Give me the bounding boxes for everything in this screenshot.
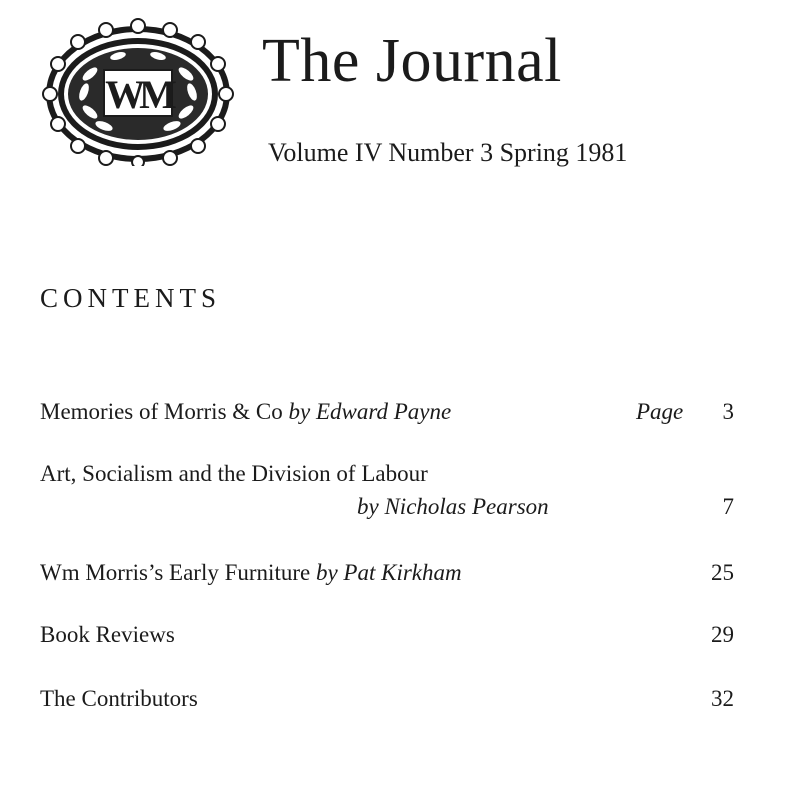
entry-byline: by Nicholas Pearson [357, 494, 549, 519]
contents-entry [40, 685, 198, 713]
contents-entry [40, 621, 175, 649]
entry-page-number: 3 [722, 399, 734, 424]
entry-title: The Contributors [40, 686, 198, 711]
issue-info: Volume IV Number 3 Spring 1981 [268, 138, 628, 167]
entry-byline: by Pat Kirkham [315, 560, 462, 585]
contents-entry [40, 460, 428, 488]
entry-page-number: 25 [711, 560, 734, 585]
journal-title: The Journal [262, 27, 562, 95]
entry-title: Memories of Morris & Co [40, 399, 283, 424]
contents-entry [40, 559, 462, 587]
entry-page-number: 32 [711, 686, 734, 711]
wm-monogram-logo [38, 14, 238, 166]
entry-page-number: 7 [722, 494, 734, 519]
contents-entry [40, 398, 451, 426]
entry-title: Book Reviews [40, 622, 175, 647]
entry-title: Art, Socialism and the Division of Labour [40, 461, 428, 486]
entry-title: Wm Morris’s Early Furniture [40, 560, 311, 585]
page-label: Page [636, 399, 684, 424]
entry-page-number: 29 [711, 622, 734, 647]
entry-byline: by Edward Payne [288, 399, 452, 424]
svg-text:WM: WM [105, 72, 171, 117]
contents-heading: CONTENTS [40, 283, 221, 313]
